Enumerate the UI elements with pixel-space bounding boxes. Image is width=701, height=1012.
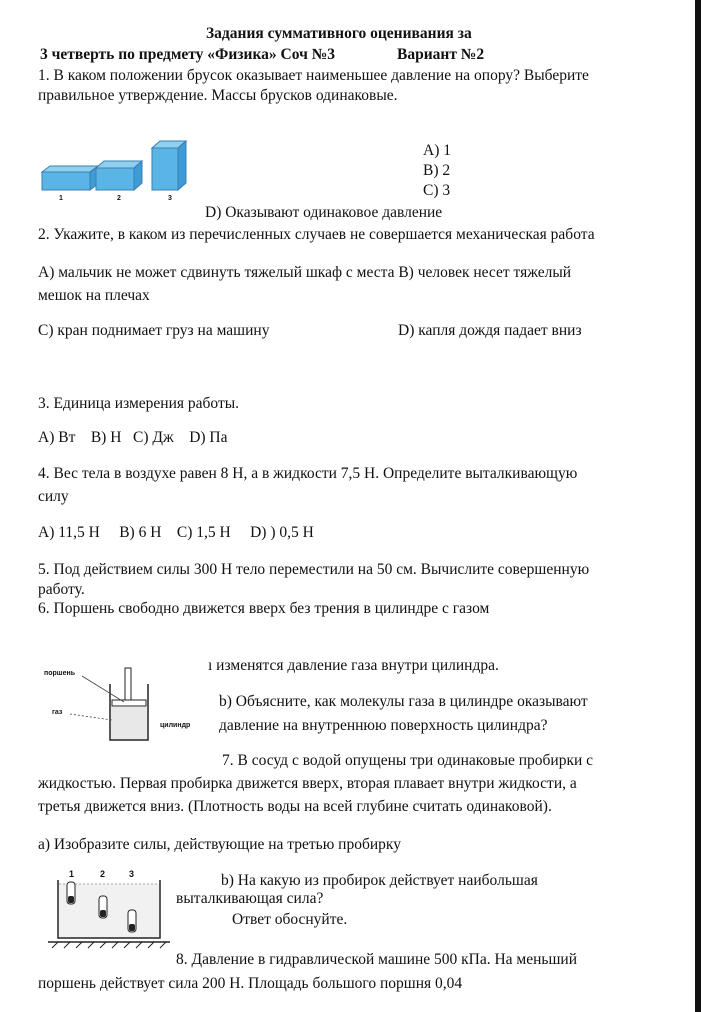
q1-text-line-1: 1. В каком положении брусок оказывает наименьшее давление на опору? Выберите [38, 67, 589, 84]
q7-part-b-line-2: выталкивающая сила? [176, 890, 324, 907]
q2-option-c: C) кран поднимает груз на машину [38, 322, 270, 339]
q7-text-line-1: 7. В сосуд с водой опущены три одинаковые пробирки с [222, 752, 594, 769]
q1-option-c: C) 3 [423, 182, 451, 199]
q6-part-b-line-1: b) Объясните, как молекулы газа в цилиндре оказывают [219, 693, 588, 710]
tube-2-label: 2 [100, 869, 106, 879]
q1-option-d: D) Оказывают одинаковое давление [205, 204, 443, 221]
q2-options-ab-line-2: мешок на плечах [38, 287, 150, 304]
q2-text: 2. Укажите, в каком из перечисленных случаев не совершается механическая работа [38, 226, 595, 243]
q7-vessel-figure [44, 866, 174, 950]
q4-options: A) 11,5 Н B) 6 Н C) 1,5 Н D) ) 0,5 Н [38, 524, 314, 541]
q6-cylinder-label: цилиндр [160, 722, 191, 729]
q7-text-line-2: жидкостью. Первая пробирка движется вверх, вторая плавает внутри жидкости, а [38, 775, 577, 792]
q6-part-b-line-2: давление на внутреннюю поверхность цилиндра? [219, 717, 548, 734]
q1-option-b: B) 2 [423, 162, 451, 179]
q3-text: 3. Единица измерения работы. [38, 395, 240, 412]
page-edge-border [695, 0, 701, 1012]
q1-option-a: A) 1 [423, 142, 451, 159]
tube-1-label: 1 [69, 869, 75, 879]
block-3-shape [152, 141, 186, 190]
q1-text-line-2: правильное утверждение. Массы брусков одинаковые. [38, 87, 398, 104]
q6-piston-label: поршень [44, 670, 76, 677]
q3-options: A) Вт B) Н C) Дж D) Па [38, 429, 228, 446]
q4-text-line-1: 4. Вес тела в воздухе равен 8 Н, а в жидкости 7,5 Н. Определите выталкивающую [38, 465, 578, 482]
variant-label: Вариант №2 [397, 46, 485, 63]
q7-part-a: a) Изобразите силы, действующие на третью пробирку [38, 836, 401, 853]
q6-text: 6. Поршень свободно движется вверх без трения в цилиндре с газом [38, 600, 490, 617]
title-line-2: 3 четверть по предмету «Физика» Соч №3 [40, 46, 336, 63]
q6-gas-label: газ [52, 709, 63, 716]
block-2-shape [96, 161, 142, 190]
q5-text-line-1: 5. Под действием силы 300 Н тело переместили на 50 см. Вычислите совершенную [38, 561, 590, 578]
title-line-1: Задания суммативного оценивания за [206, 25, 472, 42]
q7-text-line-3: третья движется вниз. (Плотность воды на всей глубине считать одинаковой). [38, 798, 552, 815]
q7-part-b-line-3: Ответ обоснуйте. [232, 911, 348, 928]
block-2-label: 2 [117, 195, 121, 202]
tube-3-label: 3 [129, 869, 135, 879]
q8-text-line-1: 8. Давление в гидравлической машине 500 кПа. На меньший [176, 951, 578, 968]
q4-text-line-2: силу [38, 488, 69, 505]
q2-option-d: D) капля дождя падает вниз [398, 322, 582, 339]
q5-text-line-2: работу. [38, 581, 85, 598]
q6-part-a-fragment: ı изменятся давление газа внутри цилиндра. [208, 657, 499, 674]
block-1-shape [42, 166, 98, 190]
block-3-label: 3 [168, 195, 172, 202]
q8-text-line-2: поршень действует сила 200 Н. Площадь большого поршня 0,04 [38, 975, 463, 992]
q7-part-b-line-1: b) На какую из пробирок действует наибольшая [221, 872, 538, 889]
q2-options-ab-line-1: A) мальчик не может сдвинуть тяжелый шкаф с места B) человек несет тяжелый [38, 264, 572, 281]
block-1-label: 1 [59, 195, 63, 202]
